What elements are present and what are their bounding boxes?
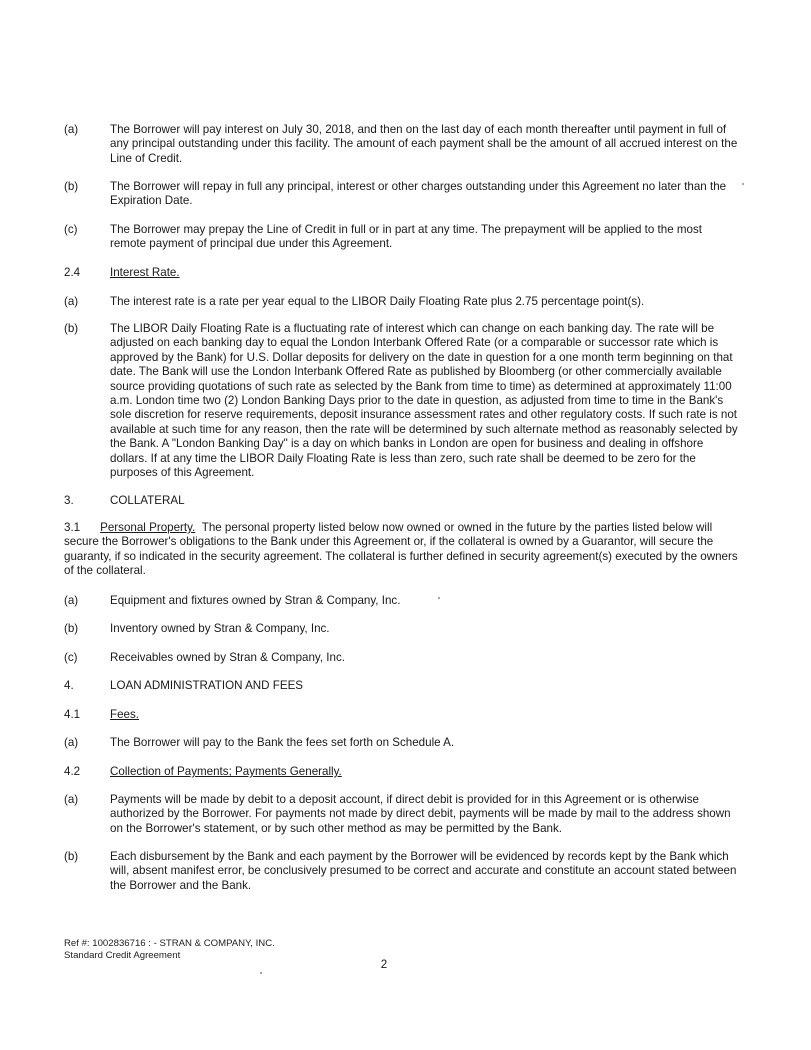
clause-label: (a) — [64, 123, 79, 136]
clause-label: (a) — [64, 594, 79, 607]
clause-text: The Borrower will pay to the Bank the fees set forth on Schedule A. — [110, 736, 455, 749]
clause-text: The LIBOR Daily Floating Rate is a fluctuating rate of interest which can change on each banking day. The rate will be adjusted on each banking day to equal the London Interbank Offered Rate (or a comparable or successor rate which is approved by the Bank) for U.S. Dollar deposits for delivery on the date in question for a one month term beginning on that date. The Bank will use the London Interbank Offered Rate as published by Bloomberg (or other commercially available source providing quotations of such rate as selected by the Bank from time to time) as determined at approximately 11:00 a.m. London time two (2) London Banking Days prior to the date in question, as adjusted from time to time in the Bank's sole discretion for reserve requirements, deposit insurance assessment rates and other regulatory costs. If such rate is not available at such time for any reason, then the rate will be determined by such alternate method as reasonably selected by the Bank. A "London Banking Day" is a day on which banks in London are open for business and dealing in offshore dollars. If at any time the LIBOR Daily Floating Rate is less than zero, such rate shall be deemed to be zero for the purposes of this Agreement. — [110, 322, 738, 480]
clause-label: (b) — [64, 322, 79, 335]
clause-text: The interest rate is a rate per year equal to the LIBOR Daily Floating Rate plus 2.75 percentage point(s). — [110, 295, 645, 308]
footer-reference: Ref #: 1002836716 : - STRAN & COMPANY, INC. — [64, 938, 275, 949]
section-title: Collection of Payments; Payments Generally. — [110, 765, 342, 778]
clause-text: Payments will be made by debit to a deposit account, if direct debit is provided for in this Agreement or is otherwise authorized by the Borrower. For payments not made by direct debit, payments will be made by mail to the address shown on the Borrower's statement, or by such other method as may be permitted by the Bank. — [110, 793, 731, 835]
clause-label: (b) — [64, 850, 79, 863]
clause-text: Inventory owned by Stran & Company, Inc. — [110, 622, 330, 635]
section-number: 3. — [64, 494, 74, 507]
section-title: Fees. — [110, 708, 139, 721]
clause-label: (a) — [64, 295, 79, 308]
footer-doc-type: Standard Credit Agreement — [64, 950, 181, 961]
clause-label: (b) — [64, 622, 79, 635]
clause-text: Receivables owned by Stran & Company, Inc. — [110, 651, 345, 664]
clause-label: (a) — [64, 736, 79, 749]
clause-label: (a) — [64, 793, 79, 806]
paragraph-3-1 — [64, 521, 740, 579]
paragraph-text: The personal property listed below now owned or owned in the future by the parties listed below will secure the Borrower's obligations to the Bank under this Agreement or, if the collateral is owned by a Guarantor, will secure the guaranty, if so indicated in the security agreement. The collateral is further defined in security agreement(s) executed by the owners of the collateral. — [64, 521, 738, 578]
clause-label: (c) — [64, 651, 78, 664]
scan-speck — [742, 183, 744, 185]
clause-label: (b) — [64, 180, 79, 193]
clause-label: (c) — [64, 223, 78, 236]
clause-text: The Borrower will repay in full any principal, interest or other charges outstanding under this Agreement no later than the Expiration Date. — [110, 180, 727, 208]
section-title: LOAN ADMINISTRATION AND FEES — [110, 679, 304, 692]
section-number: 2.4 — [64, 266, 81, 279]
scan-speck — [438, 597, 440, 599]
clause-text: The Borrower may prepay the Line of Credit in full or in part at any time. The prepayment will be applied to the most remote payment of principal due under this Agreement. — [110, 223, 703, 251]
page-number: 2 — [380, 958, 388, 971]
section-number: 4.1 — [64, 708, 81, 721]
section-number: 4. — [64, 679, 74, 692]
clause-text: Equipment and fixtures owned by Stran & Company, Inc. — [110, 594, 401, 607]
section-title: COLLATERAL — [110, 494, 185, 507]
scan-speck — [260, 972, 262, 974]
clause-text: Each disbursement by the Bank and each payment by the Borrower will be evidenced by records kept by the Bank which will, absent manifest error, be conclusively presumed to be correct and accurate and constitute an account stated between the Borrower and the Bank. — [110, 850, 737, 892]
section-title: Interest Rate. — [110, 266, 180, 279]
section-title: Personal Property. — [100, 521, 196, 534]
section-number: 4.2 — [64, 765, 81, 778]
section-number: 3.1 — [64, 521, 81, 534]
clause-text: The Borrower will pay interest on July 30, 2018, and then on the last day of each month thereafter until payment in full of any principal outstanding under this facility. The amount of each payment shall be the amount of all accrued interest on the Line of Credit. — [110, 123, 738, 165]
